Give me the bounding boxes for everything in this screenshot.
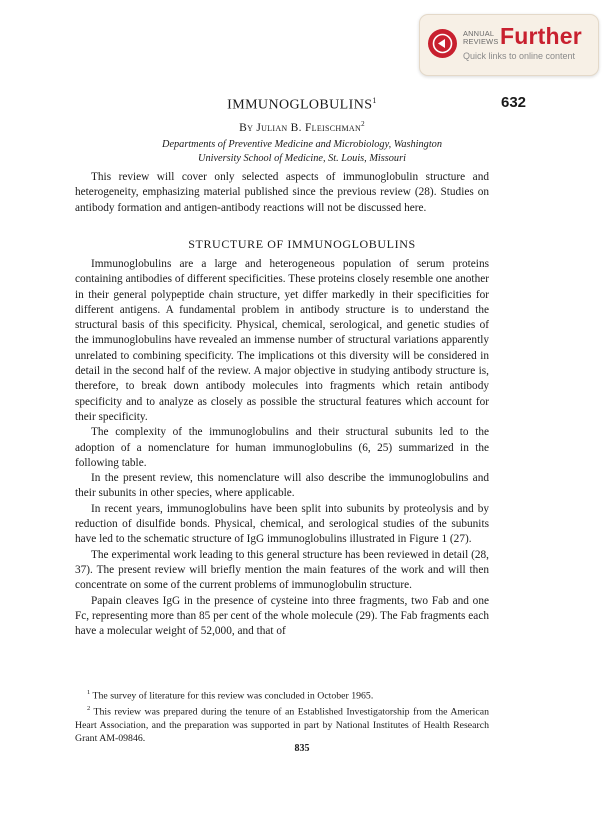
affiliation bbox=[0, 138, 604, 166]
paragraph: The complexity of the immunoglobulins and their structural subunits led to the adoption of a nomenclature for human immunoglobulins (6, 25) summarized in the following table. bbox=[75, 426, 489, 469]
affiliation-line-1: Departments of Preventive Medicine and Microbiology, Washington bbox=[162, 139, 442, 150]
paragraph: Immunoglobulins are a large and heterogeneous population of serum proteins containing antibodies of different specificities. These proteins closely resemble one another in their general polypeptide chain structure, yet differ markedly in their specificities for different antigens. A fundamental problem in antibody structure is to understand the structural basis of this specificity. Physical, chemical, serological, and genetic studies of the immunoglobulins have revealed an immense number of structural variations apparently unrelated to combining specificity. The implications ot this diversity will be considered in detail in the second half of the review. A major objective in studying antibody structure is, therefore, to break down antibody molecules into fragments which retain antibody specificity and to analyze as closely as possible the structural features which account for their specificity. bbox=[75, 258, 489, 423]
further-banner[interactable] bbox=[419, 14, 599, 76]
intro-paragraph-block bbox=[75, 170, 489, 216]
title-text: IMMUNOGLOBULINS bbox=[227, 97, 373, 113]
footnote-mark: 2 bbox=[87, 705, 91, 713]
section-heading: STRUCTURE OF IMMUNOGLOBULINS bbox=[188, 237, 416, 251]
footnotes bbox=[75, 686, 489, 745]
title-footnote-mark: 1 bbox=[372, 96, 377, 105]
paragraph: In recent years, immunoglobulins have been split into subunits by proteolysis and by reduction of disulfide bonds. Physical, chemical, and serological studies of the subunits have led to the schematic structure of IgG immunoglobulins illustrated in Figure 1 (27). bbox=[75, 502, 489, 546]
further-label[interactable]: Further bbox=[500, 23, 582, 49]
annual-reviews-logo bbox=[463, 30, 503, 46]
arrow-left-icon[interactable] bbox=[428, 29, 457, 58]
footnote-text: The survey of literature for this review was concluded in October 1965. bbox=[92, 690, 374, 702]
author-name: By Julian B. Fleischman bbox=[239, 121, 362, 134]
author-footnote-mark: 2 bbox=[361, 120, 365, 128]
footnote-text: This review was prepared during the tenure of an Established Investigatorship from the American Heart Association, and the preparation was supported in part by National Institutes of Health Research Grant AM-09846. bbox=[75, 706, 489, 745]
article-title bbox=[0, 96, 604, 114]
footnote bbox=[75, 702, 489, 745]
paragraph: The experimental work leading to this general structure has been reviewed in detail (28, 37). The present review will briefly mention the main features of the work and will then concentrate on some of the current problems of immunoglobulin structure. bbox=[75, 548, 489, 592]
paragraph: Papain cleaves IgG in the presence of cysteine into three fragments, two Fab and one Fc, representing more than 85 per cent of the whole molecule (29). The Fab fragments each have a molecular weight of 52,000, and that of bbox=[75, 594, 489, 638]
paragraph: In the present review, this nomenclature will also describe the immunoglobulins and their subunits in other species, where applicable. bbox=[75, 472, 489, 500]
folio-page-number: 835 bbox=[294, 743, 310, 754]
main-text bbox=[75, 257, 489, 639]
intro-paragraph: This review will cover only selected aspects of immunoglobulin structure and heterogeneity, emphasizing material published since the previous review (28). Studies on antibody formation and antigen-antibody reactions will not be discussed here. bbox=[75, 171, 489, 214]
affiliation-line-2: University School of Medicine, St. Louis, Missouri bbox=[198, 153, 406, 164]
footnote-mark: 1 bbox=[87, 689, 91, 696]
banner-tagline[interactable]: Quick links to online content bbox=[463, 51, 576, 61]
author-line bbox=[0, 120, 604, 134]
reviews-label: REVIEWS bbox=[463, 37, 499, 46]
annual-label: ANNUAL bbox=[463, 29, 495, 38]
footnote bbox=[75, 686, 489, 702]
page-number: 632 bbox=[501, 94, 527, 111]
